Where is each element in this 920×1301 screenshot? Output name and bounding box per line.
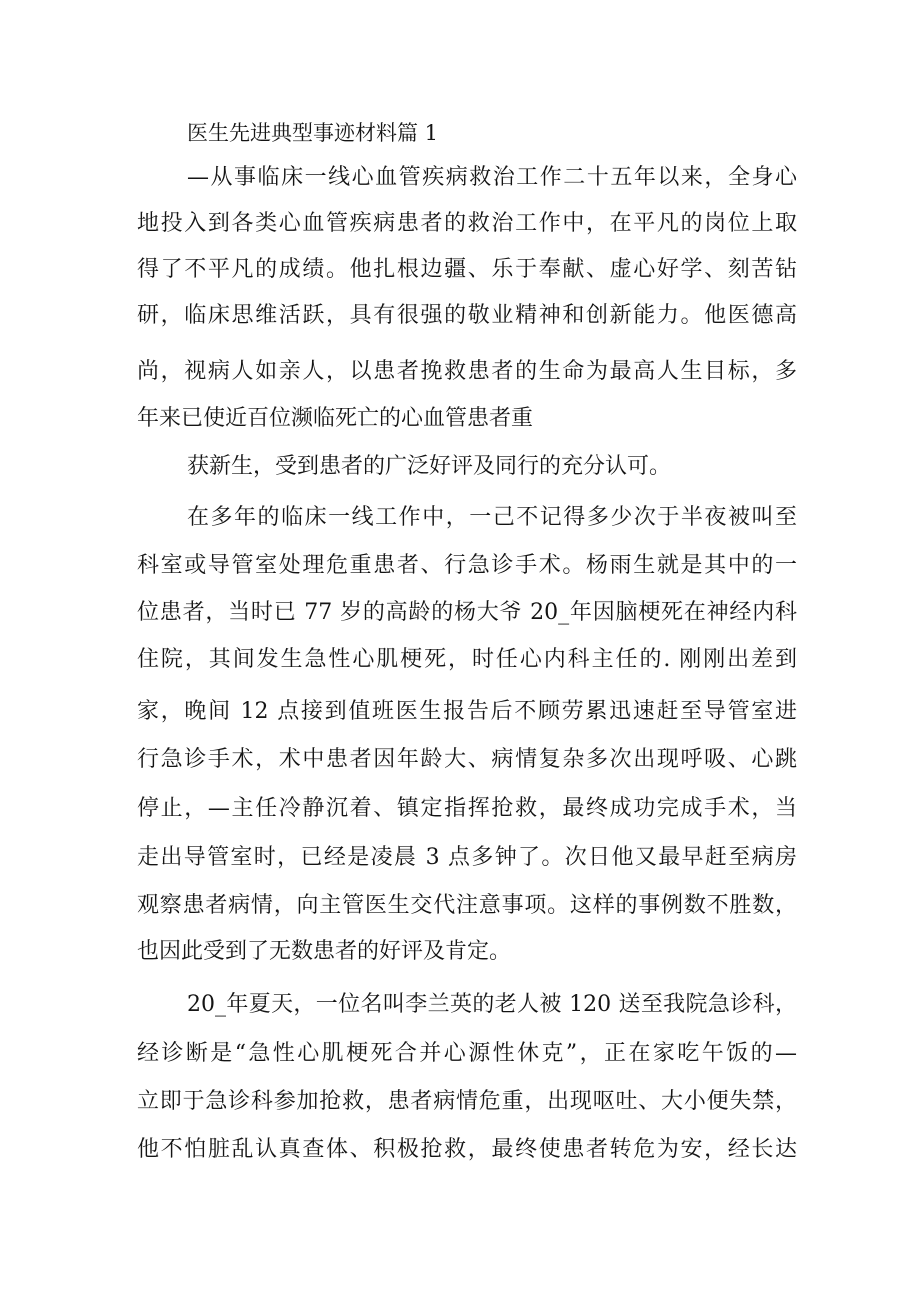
paragraph-4-line-3: 立即于急诊科参加抢救，患者病情危重，出现呕吐、大小便失禁， [137, 1089, 797, 1114]
paragraph-1-line-4: 研，临床思维活跃，具有很强的敬业精神和创新能力。他医德高 [137, 303, 797, 328]
paragraph-3-line-5: 家，晚间 12 点接到值班医生报告后不顾劳累迅速赶至导管室进 [137, 699, 797, 724]
paragraph-3-line-2: 科室或导管室处理危重患者、行急诊手术。杨雨生就是其中的一 [137, 553, 797, 578]
paragraph-3-line-6: 行急诊手术，术中患者因年龄大、病情复杂多次出现呼吸、心跳 [137, 747, 797, 772]
paragraph-3-line-3: 位患者，当时已 77 岁的高龄的杨大爷 20_年因脑梗死在神经内科 [137, 600, 797, 625]
paragraph-3-line-1: 在多年的临床一线工作中，一己不记得多少次于半夜被叫至 [187, 505, 797, 530]
paragraph-3-line-7: 停止，—主任冷静沉着、镇定指挥抢救，最终成功完成手术，当 [137, 796, 797, 821]
paragraph-1-line-1: —从事临床一线心血管疾病救治工作二十五年以来，全身心 [187, 165, 797, 190]
paragraph-4-line-2: 经诊断是“急性心肌梗死合并心源性休克”，正在家吃午饭的— [137, 1041, 797, 1066]
paragraph-2-line-1: 获新生，受到患者的广泛好评及同行的充分认可。 [187, 454, 672, 479]
paragraph-1-line-5: 尚，视病人如亲人，以患者挽救患者的生命为最高人生目标，多 [137, 359, 797, 384]
paragraph-1-line-2: 地投入到各类心血管疾病患者的救治工作中，在平凡的岗位上取 [137, 211, 797, 236]
paragraph-1-line-6: 年来已使近百位濒临死亡的心血管患者重 [137, 406, 534, 431]
document-title: 医生先进典型事迹材料篇 1 [187, 121, 439, 145]
paragraph-1-line-3: 得了不平凡的成绩。他扎根边疆、乐于奉献、虚心好学、刻苦钻 [137, 257, 797, 282]
paragraph-3-line-4: 住院，其间发生急性心肌梗死，时任心内科主任的. 刚刚出差到 [137, 647, 797, 672]
paragraph-4-line-4: 他不怕脏乱认真查体、积极抢救，最终使患者转危为安，经长达 [137, 1137, 797, 1162]
paragraph-3-line-9: 观察患者病情，向主管医生交代注意事项。这样的事例数不胜数， [137, 893, 797, 918]
paragraph-3-line-8: 走出导管室时，已经是凌晨 3 点多钟了。次日他又最早赶至病房 [137, 845, 797, 870]
paragraph-3-line-10: 也因此受到了无数患者的好评及肯定。 [137, 939, 512, 964]
paragraph-4-line-1: 20_年夏天，一位名叫李兰英的老人被 120 送至我院急诊科， [187, 992, 797, 1017]
